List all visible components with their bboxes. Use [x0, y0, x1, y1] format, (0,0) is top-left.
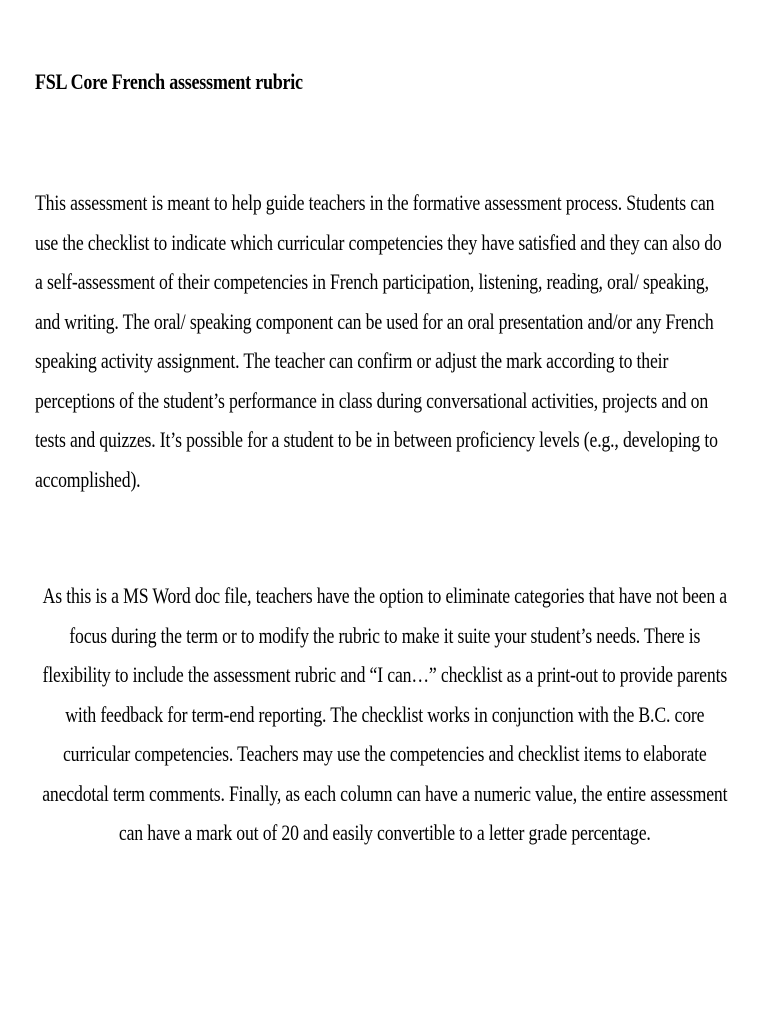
intro-paragraph	[35, 183, 768, 499]
note-line: curricular competencies. Teachers may use the competencies and checklist items to elaborate	[62, 741, 707, 766]
intro-line: tests and quizzes. It’s possible for a student to be in between proficiency levels (e.g., developing to	[35, 427, 718, 452]
intro-line: a self-assessment of their competencies in French participation, listening, reading, oral/ speaking,	[35, 269, 709, 294]
note-line: can have a mark out of 20 and easily convertible to a letter grade percentage.	[118, 820, 651, 845]
note-paragraph	[0, 576, 770, 853]
document-title: FSL Core French assessment rubric	[35, 69, 303, 94]
note-line: with feedback for term-end reporting. The checklist works in conjunction with the B.C. core	[65, 701, 705, 727]
note-line: As this is a MS Word doc file, teachers have the option to eliminate categories that have not been a	[42, 583, 728, 608]
intro-line: speaking activity assignment. The teacher can confirm or adjust the mark according to their	[35, 348, 669, 373]
intro-line: accomplished).	[35, 466, 141, 492]
note-line: focus during the term or to modify the rubric to make it suite your student’s needs. There is	[69, 622, 701, 648]
intro-line: This assessment is meant to help guide teachers in the formative assessment process. Students can	[35, 190, 715, 215]
intro-line: perceptions of the student’s performance in class during conversational activities, projects and on	[35, 387, 709, 413]
intro-line: use the checklist to indicate which curricular competencies they have satisfied and they can also do	[35, 229, 722, 255]
note-line: flexibility to include the assessment rubric and “I can…” checklist as a print-out to provide parents	[42, 662, 728, 687]
intro-line: and writing. The oral/ speaking component can be used for an oral presentation and/or any French	[35, 308, 714, 334]
note-line: anecdotal term comments. Finally, as each column can have a numeric value, the entire assessment	[42, 780, 728, 806]
